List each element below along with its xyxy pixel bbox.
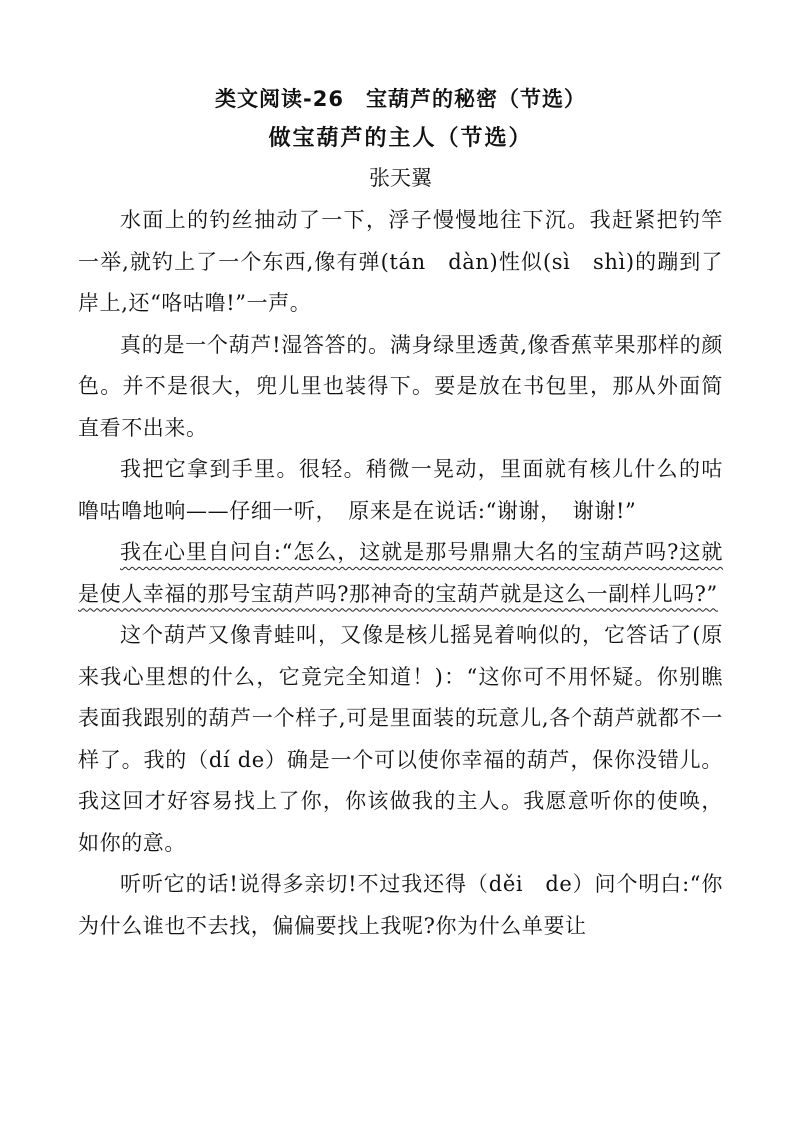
- paragraph-1: [78, 200, 723, 325]
- paragraph-1-text: 水面上的钓丝抽动了一下，浮子慢慢地往下沉。我赶紧把钓竿一举,就钓上了一个东西,像有弹(tán dàn)性似(sì shì)的蹦到了岸上,还“咯咕噜!”一声。: [78, 208, 723, 315]
- paragraph-5-text: 这个葫芦又像青蛙叫，又像是核儿摇晃着响似的，它答话了(原来我心里想的什么，它竟完全知道！)：“这你可不用怀疑。你别瞧表面我跟别的葫芦一个样子,可是里面装的玩意儿,各个葫芦就都不一样了。我的（dí de）确是一个可以使你幸福的葫芦，保你没错儿。我这回才好容易找上了你，你该做我的主人。我愿意听你的使唤，如你的意。: [78, 623, 723, 855]
- document-body: [78, 200, 723, 947]
- document-subtitle: 做宝葫芦的主人（节选）: [268, 126, 533, 151]
- paragraph-5: [78, 615, 723, 864]
- paragraph-2: [78, 325, 723, 450]
- document-title: 类文阅读-26 宝葫芦的秘密（节选）: [215, 87, 586, 111]
- paragraph-4: [78, 532, 723, 615]
- paragraph-4-underlined-text: 我在心里自问自:“怎么，这就是那号鼎鼎大名的宝葫芦吗?这就是使人幸福的那号宝葫芦吗?那神奇的宝葫芦就是这么一副样儿吗?”: [78, 540, 723, 606]
- paragraph-6: [78, 864, 723, 947]
- paragraph-3: [78, 449, 723, 532]
- paragraph-3-text: 我把它拿到手里。很轻。稍微一晃动，里面就有核儿什么的咕噜咕噜地响——仔细一听， 原来是在说话:“谢谢， 谢谢!”: [78, 457, 723, 523]
- document-author: 张天翼: [369, 166, 432, 190]
- paragraph-6-text: 听听它的话!说得多亲切!不过我还得（děi de）问个明白:“你为什么谁也不去找，偏偏要找上我呢?你为什么单要让: [78, 872, 723, 938]
- paragraph-2-text: 真的是一个葫芦!湿答答的。满身绿里透黄,像香蕉苹果那样的颜色。并不是很大，兜儿里也装得下。要是放在书包里，那从外面简直看不出来。: [78, 332, 723, 440]
